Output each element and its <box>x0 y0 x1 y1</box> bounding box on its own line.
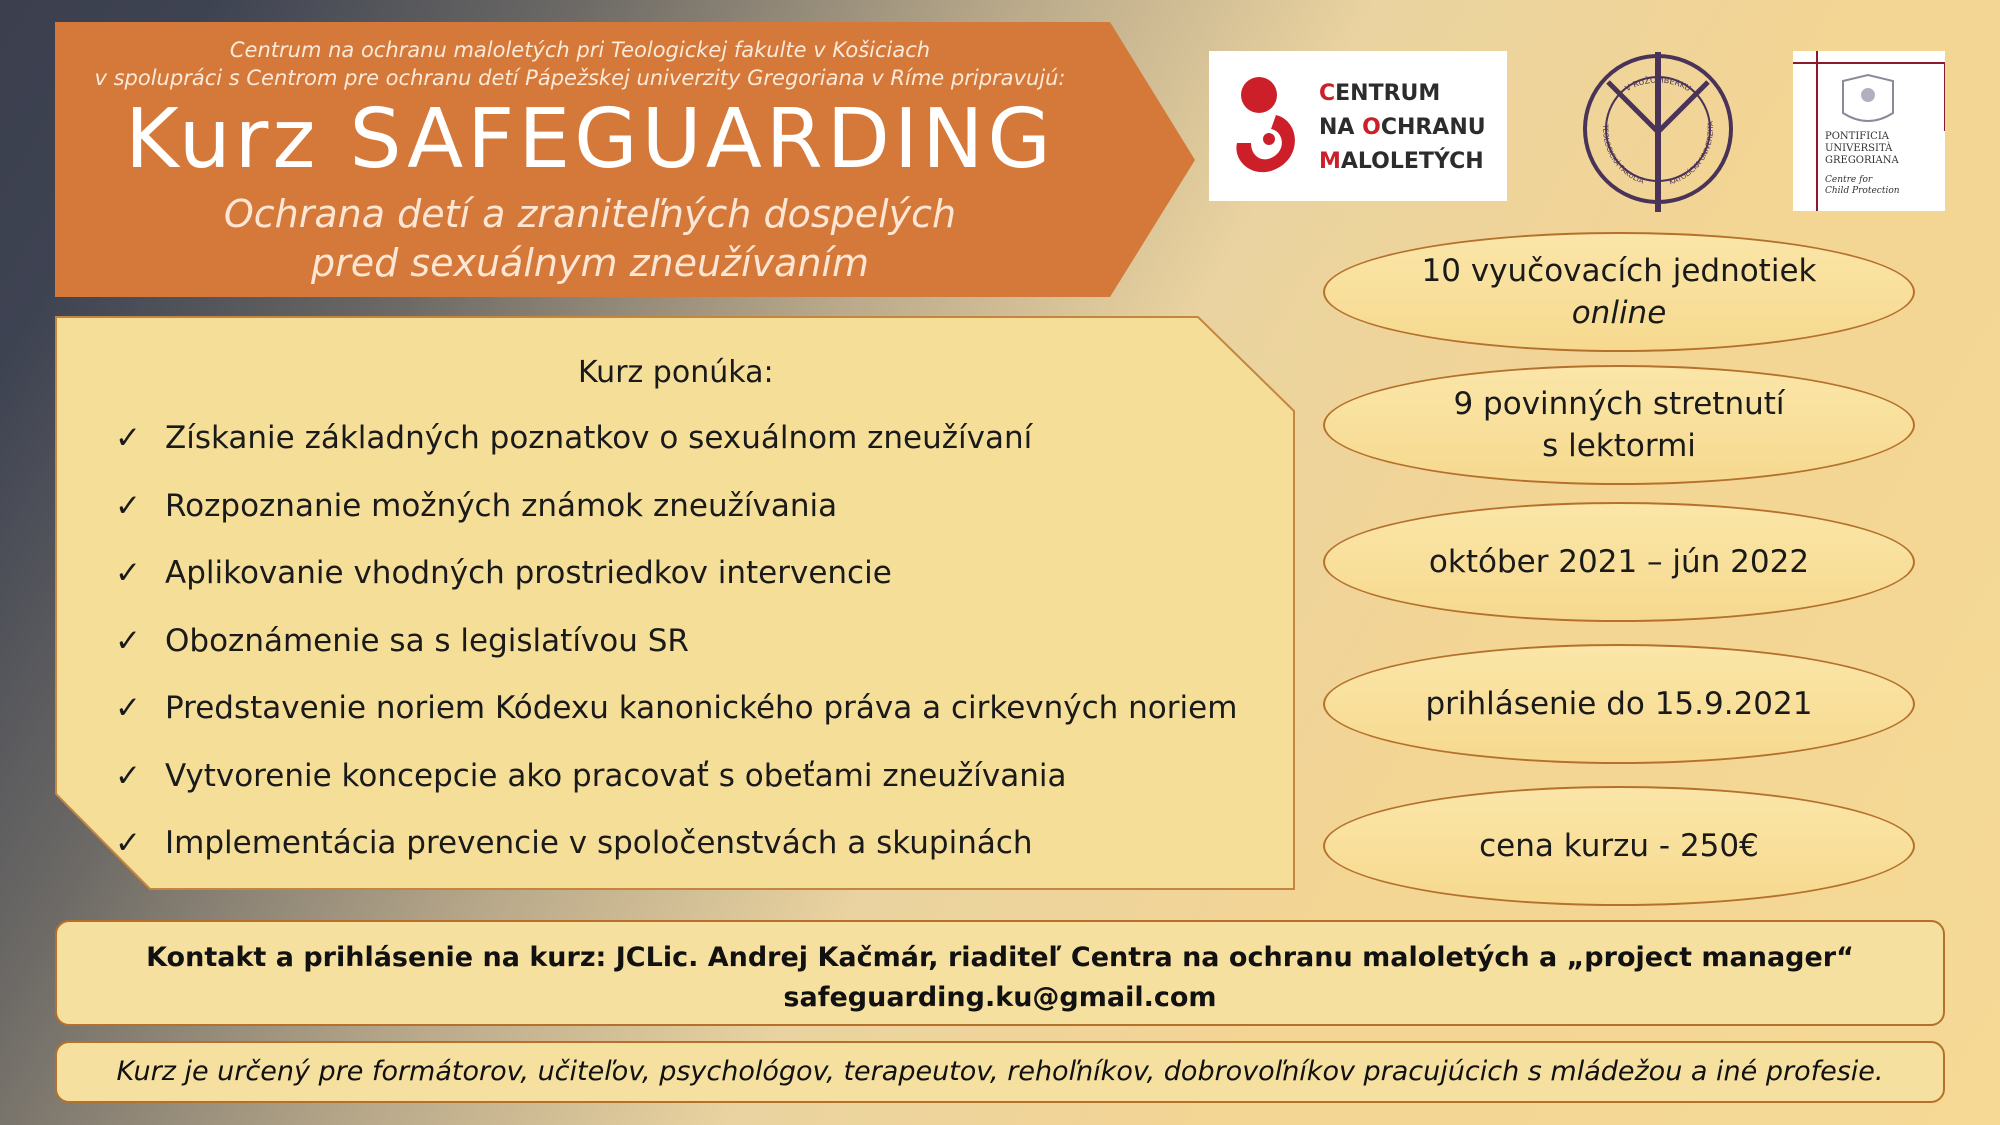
check-icon: ✓ <box>115 555 141 591</box>
contact-box <box>55 920 1945 1026</box>
svg-text:KATOLÍCKA UNIVERZITA <box>1668 121 1715 187</box>
cnom-logo-line-2: NA OCHRANU <box>1319 115 1486 140</box>
offer-item: ✓ Implementácia prevencie v spoločenstvách a skupinách <box>115 825 1033 861</box>
check-icon: ✓ <box>115 488 141 524</box>
svg-text:TEOLOGICKÁ FAKULTA <box>1601 123 1645 185</box>
price-oval <box>1323 786 1915 906</box>
offer-panel <box>55 316 1295 890</box>
gregoriana-ccp: Centre for Child Protection <box>1825 175 1900 196</box>
units-mode-text: online <box>1571 295 1667 331</box>
cnom-logo-line-3: MALOLETÝCH <box>1319 149 1484 174</box>
offer-item: ✓ Aplikovanie vhodných prostriedkov intervencie <box>115 555 892 591</box>
offer-item: ✓ Rozpoznanie možných známok zneužívania <box>115 488 838 524</box>
check-icon: ✓ <box>115 825 141 861</box>
offer-item: ✓ Získanie základných poznatkov o sexuálnom zneužívaní <box>115 420 1033 456</box>
audience-text: Kurz je určený pre formátorov, učiteľov, psychológov, terapeutov, rehoľníkov, dobrovoľníkov pracujúcich s mládežou a iné profesie. <box>116 1056 1884 1087</box>
dates-oval <box>1323 502 1915 622</box>
cnom-logo <box>1209 51 1507 201</box>
units-text: 10 vyučovacích jednotiek <box>1421 253 1817 289</box>
units-oval <box>1323 232 1915 352</box>
offer-item: ✓ Predstavenie noriem Kódexu kanonického práva a cirkevných noriem <box>115 690 1238 726</box>
cnom-logo-line-1: CENTRUM <box>1319 81 1441 106</box>
contact-line: Kontakt a prihlásenie na kurz: JCLic. Andrej Kačmár, riaditeľ Centra na ochranu maloletých a „project manager“ <box>146 942 1854 973</box>
seal-top-text: V RUŽOMBERKU <box>1623 75 1693 94</box>
contact-email[interactable]: safeguarding.ku@gmail.com <box>783 982 1217 1013</box>
meetings-oval <box>1323 365 1915 485</box>
meetings-line-2: s lektormi <box>1542 428 1696 464</box>
check-icon: ✓ <box>115 420 141 456</box>
audience-box <box>55 1041 1945 1103</box>
intro-line-2: v spolupráci s Centrom pre ochranu detí Pápežskej univerzity Gregoriana v Ríme pripravujú: <box>94 66 1066 90</box>
price-text: cena kurzu - 250€ <box>1479 828 1759 864</box>
registration-oval <box>1323 644 1915 764</box>
check-icon: ✓ <box>115 690 141 726</box>
gregoriana-logo <box>1793 51 1945 211</box>
seal-right-text: KATOLÍCKA UNIVERZITA <box>1668 120 1715 187</box>
seal-left-text: TEOLOGICKÁ FAKULTA <box>1601 124 1645 186</box>
check-icon: ✓ <box>115 758 141 794</box>
offer-title: Kurz ponúka: <box>578 355 774 390</box>
theology-faculty-seal-icon <box>1573 44 1743 214</box>
cnom-mark-icon <box>1231 73 1311 183</box>
course-subtitle-line-2: pred sexuálnym zneužívaním <box>310 241 869 285</box>
course-title: Kurz SAFEGUARDING <box>125 92 1055 187</box>
offer-item: ✓ Vytvorenie koncepcie ako pracovať s obeťami zneužívania <box>115 758 1067 794</box>
meetings-line-1: 9 povinných stretnutí <box>1453 386 1785 422</box>
dates-text: október 2021 – jún 2022 <box>1428 544 1810 580</box>
check-icon: ✓ <box>115 623 141 659</box>
gregoriana-name: PONTIFICIA UNIVERSITÀ GREGORIANA <box>1825 131 1899 166</box>
offer-item: ✓ Oboznámenie sa s legislatívou SR <box>115 623 689 659</box>
intro-line-1: Centrum na ochranu maloletých pri Teologickej fakulte v Košiciach <box>229 38 931 62</box>
registration-text: prihlásenie do 15.9.2021 <box>1425 686 1813 722</box>
course-subtitle-line-1: Ochrana detí a zraniteľných dospelých <box>223 192 957 236</box>
